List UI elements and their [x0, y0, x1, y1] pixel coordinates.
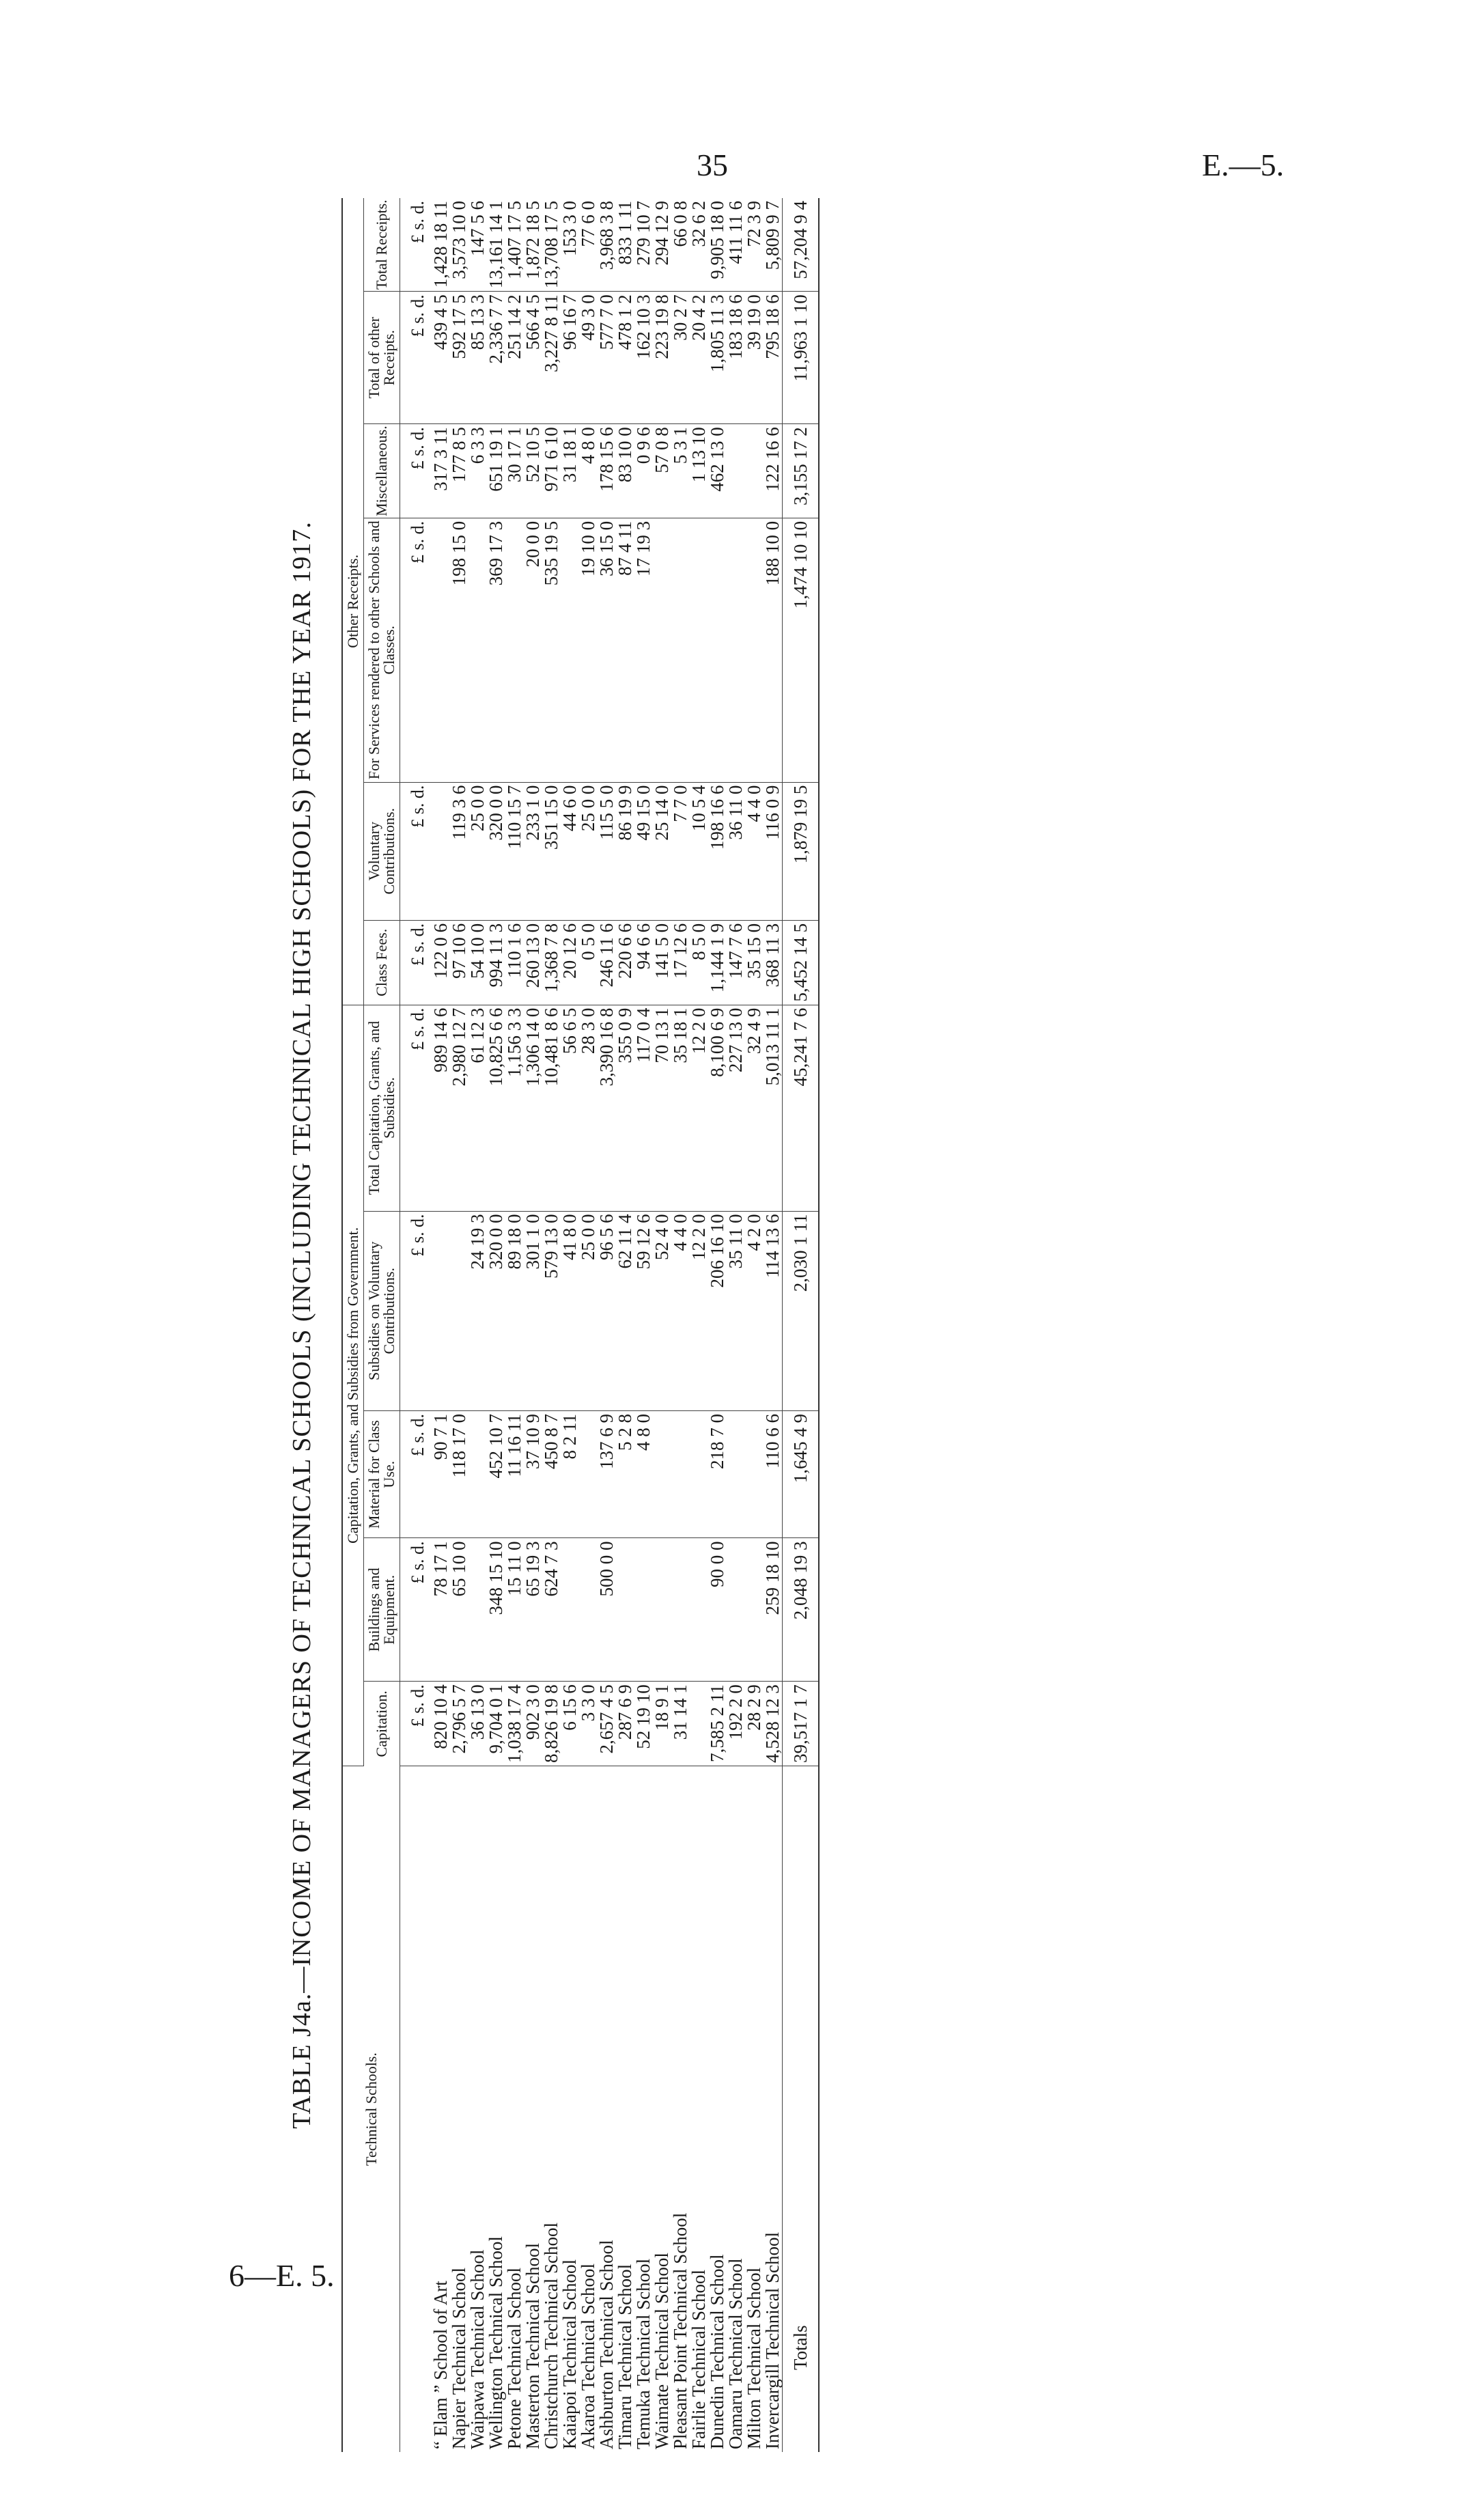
amount-cell-total-receipts: 147 5 6 [468, 198, 487, 292]
amount-cell-buildings [690, 1538, 708, 1682]
col-header-school: Technical Schools. [342, 1766, 400, 2453]
totals-row [783, 198, 820, 2452]
amount-cell-total-cap: 12 2 0 [690, 1005, 708, 1211]
amount-cell-voluntary: 320 0 0 [487, 782, 505, 920]
amount-cell-services: 369 17 3 [487, 518, 505, 782]
amount-cell-subsidies: 52 4 0 [653, 1211, 671, 1410]
unit-label: £ s. d. [400, 782, 432, 920]
amount-cell-material [653, 1411, 671, 1538]
amount-cell-misc: 462 13 0 [708, 424, 727, 518]
amount-cell-services: 20 0 0 [524, 518, 542, 782]
school-name-cell: Napier Technical School [449, 2267, 469, 2449]
page-number: 35 [697, 148, 728, 182]
amount-cell-class-fees: 94 6 6 [634, 920, 653, 1005]
unit-label: £ s. d. [400, 424, 432, 518]
amount-cell-subsidies: 579 13 0 [542, 1211, 561, 1410]
amount-cell-total-other: 162 10 3 [634, 292, 653, 424]
amount-cell-capitation: 52 19 10 [634, 1682, 653, 1766]
amount-cell-total-receipts: 32 6 2 [690, 198, 708, 292]
amount-cell-services [468, 518, 487, 782]
amount-cell-capitation: 1,038 17 4 [505, 1682, 524, 1766]
amount-cell-total-receipts: 66 0 8 [671, 198, 690, 292]
amount-cell-voluntary: 86 19 9 [616, 782, 634, 920]
amount-cell-capitation: 192 2 0 [727, 1682, 745, 1766]
table-row [598, 198, 616, 2452]
amount-cell-services: 87 4 11 [616, 518, 634, 782]
amount-cell-misc: 83 10 0 [616, 424, 634, 518]
amount-cell-subsidies: 24 19 3 [468, 1211, 487, 1410]
amount-cell-subsidies: 206 16 10 [708, 1211, 727, 1410]
unit-label: £ s. d. [400, 1538, 432, 1682]
amount-cell-class-fees: 147 7 6 [727, 920, 745, 1005]
amount-cell-misc: 5 3 1 [671, 424, 690, 518]
table-row [524, 198, 542, 2452]
amount-cell-services: 17 19 3 [634, 518, 653, 782]
table-title: TABLE J4a.—INCOME OF MANAGERS OF TECHNICAL SCHOOLS (INCLUDING TECHNICAL HIGH SCHOOLS) FOR THE YEAR 1917. [288, 521, 316, 2129]
total-cell-capitation: 39,517 1 7 [783, 1682, 820, 1766]
school-name-cell: Kaiapoi Technical School [559, 2259, 580, 2449]
amount-cell-services [690, 518, 708, 782]
school-name-cell: Oamaru Technical School [725, 2258, 746, 2449]
amount-cell-total-other: 3,227 8 11 [542, 292, 561, 424]
amount-cell-capitation: 31 14 1 [671, 1682, 690, 1766]
amount-cell-total-other: 439 4 5 [432, 292, 450, 424]
amount-cell-misc: 52 10 5 [524, 424, 542, 518]
amount-cell-material: 137 6 9 [598, 1411, 616, 1538]
amount-cell-buildings [616, 1538, 634, 1682]
amount-cell-total-other: 1,805 11 3 [708, 292, 727, 424]
col-header-total-cap: Total Capitation, Grants, and Subsidies. [364, 1005, 400, 1211]
amount-cell-total-other: 795 18 6 [764, 292, 783, 424]
amount-cell-misc: 317 3 11 [432, 424, 450, 518]
unit-label: £ s. d. [400, 1211, 432, 1410]
school-name-cell: Fairlie Technical School [688, 2269, 709, 2449]
amount-cell-misc: 971 6 10 [542, 424, 561, 518]
unit-label: £ s. d. [400, 920, 432, 1005]
amount-cell-misc: 0 9 6 [634, 424, 653, 518]
amount-cell-misc: 6 3 3 [468, 424, 487, 518]
amount-cell-capitation [690, 1682, 708, 1766]
table-row [432, 198, 450, 2452]
amount-cell-buildings [468, 1538, 487, 1682]
amount-cell-total-other: 566 4 5 [524, 292, 542, 424]
amount-cell-class-fees: 220 6 6 [616, 920, 634, 1005]
group-header-government: Capitation, Grants, and Subsidies from Government. [342, 1005, 364, 1766]
col-header-buildings: Buildings and Equipment. [364, 1538, 400, 1682]
amount-cell-total-cap: 32 4 9 [745, 1005, 764, 1211]
amount-cell-capitation: 902 3 0 [524, 1682, 542, 1766]
amount-cell-total-cap: 227 13 0 [727, 1005, 745, 1211]
table-row [579, 198, 598, 2452]
amount-cell-services: 36 15 0 [598, 518, 616, 782]
amount-cell-voluntary: 36 11 0 [727, 782, 745, 920]
amount-cell-total-receipts: 3,573 10 0 [450, 198, 468, 292]
amount-cell-misc: 30 17 1 [505, 424, 524, 518]
table-row [561, 198, 579, 2452]
col-header-capitation: Capitation. [364, 1682, 400, 1766]
amount-cell-misc [727, 424, 745, 518]
rotated-table-block [287, 198, 1427, 2452]
amount-cell-capitation: 287 6 9 [616, 1682, 634, 1766]
amount-cell-capitation: 6 15 6 [561, 1682, 579, 1766]
amount-cell-material: 8 2 11 [561, 1411, 579, 1538]
amount-cell-misc: 4 8 0 [579, 424, 598, 518]
amount-cell-total-receipts: 411 11 6 [727, 198, 745, 292]
units-row [400, 198, 432, 2452]
amount-cell-misc [745, 424, 764, 518]
amount-cell-total-cap: 3,390 16 8 [598, 1005, 616, 1211]
amount-cell-capitation: 28 2 9 [745, 1682, 764, 1766]
amount-cell-total-cap: 56 6 5 [561, 1005, 579, 1211]
col-header-total-receipts: Total Receipts. [364, 198, 400, 292]
amount-cell-buildings: 65 19 3 [524, 1538, 542, 1682]
amount-cell-capitation: 18 9 1 [653, 1682, 671, 1766]
amount-cell-services [561, 518, 579, 782]
amount-cell-voluntary: 49 15 0 [634, 782, 653, 920]
table-row [616, 198, 634, 2452]
amount-cell-class-fees: 1,144 1 9 [708, 920, 727, 1005]
amount-cell-class-fees: 141 5 0 [653, 920, 671, 1005]
amount-cell-subsidies: 12 2 0 [690, 1211, 708, 1410]
amount-cell-total-other: 30 2 7 [671, 292, 690, 424]
amount-cell-total-receipts: 833 1 11 [616, 198, 634, 292]
school-name-cell: Milton Technical School [744, 2267, 764, 2449]
amount-cell-total-receipts: 13,708 17 5 [542, 198, 561, 292]
amount-cell-misc: 651 19 1 [487, 424, 505, 518]
table-row [653, 198, 671, 2452]
amount-cell-misc: 57 0 8 [653, 424, 671, 518]
school-name-cell: Ashburton Technical School [596, 2240, 617, 2449]
amount-cell-buildings [671, 1538, 690, 1682]
amount-cell-class-fees: 368 11 3 [764, 920, 783, 1005]
amount-cell-voluntary: 110 15 7 [505, 782, 524, 920]
amount-cell-misc: 178 15 6 [598, 424, 616, 518]
amount-cell-buildings: 15 11 0 [505, 1538, 524, 1682]
amount-cell-material: 118 17 0 [450, 1411, 468, 1538]
amount-cell-total-other: 49 3 0 [579, 292, 598, 424]
amount-cell-total-other: 478 1 2 [616, 292, 634, 424]
amount-cell-capitation: 2,796 5 7 [450, 1682, 468, 1766]
table-row [745, 198, 764, 2452]
amount-cell-voluntary: 4 4 0 [745, 782, 764, 920]
amount-cell-total-cap: 70 13 1 [653, 1005, 671, 1211]
amount-cell-material: 90 7 1 [432, 1411, 450, 1538]
col-header-misc: Miscellaneous. [364, 424, 400, 518]
table-row [634, 198, 653, 2452]
total-cell-total-receipts: 57,204 9 4 [783, 198, 820, 292]
amount-cell-voluntary: 25 0 0 [579, 782, 598, 920]
amount-cell-total-other: 20 4 2 [690, 292, 708, 424]
amount-cell-total-other: 96 16 7 [561, 292, 579, 424]
amount-cell-total-other: 223 19 8 [653, 292, 671, 424]
total-cell-total-cap: 45,241 7 6 [783, 1005, 820, 1211]
amount-cell-subsidies: 301 1 0 [524, 1211, 542, 1410]
amount-cell-total-cap: 10,825 6 6 [487, 1005, 505, 1211]
amount-cell-subsidies: 25 0 0 [579, 1211, 598, 1410]
table-body [400, 198, 820, 2452]
amount-cell-services: 198 15 0 [450, 518, 468, 782]
amount-cell-total-receipts: 13,161 14 1 [487, 198, 505, 292]
amount-cell-subsidies: 4 2 0 [745, 1211, 764, 1410]
amount-cell-buildings [745, 1538, 764, 1682]
amount-cell-services [505, 518, 524, 782]
amount-cell-material: 5 2 8 [616, 1411, 634, 1538]
amount-cell-subsidies: 114 13 6 [764, 1211, 783, 1410]
amount-cell-total-receipts: 153 3 0 [561, 198, 579, 292]
table-row [727, 198, 745, 2452]
amount-cell-total-cap: 10,481 8 6 [542, 1005, 561, 1211]
amount-cell-voluntary: 7 7 0 [671, 782, 690, 920]
amount-cell-class-fees: 8 5 0 [690, 920, 708, 1005]
amount-cell-total-other: 2,336 7 7 [487, 292, 505, 424]
col-header-services: For Services rendered to other Schools and Classes. [364, 518, 400, 782]
amount-cell-class-fees: 0 5 0 [579, 920, 598, 1005]
school-name-cell: Christchurch Technical School [541, 2222, 561, 2449]
group-header-other: Other Receipts. [342, 198, 364, 1005]
amount-cell-total-cap: 5,013 11 1 [764, 1005, 783, 1211]
school-name-cell: Temuka Technical School [633, 2258, 654, 2449]
amount-cell-voluntary: 233 1 0 [524, 782, 542, 920]
table-row [542, 198, 561, 2452]
amount-cell-voluntary: 119 3 6 [450, 782, 468, 920]
amount-cell-capitation: 820 10 4 [432, 1682, 450, 1766]
amount-cell-subsidies: 41 8 0 [561, 1211, 579, 1410]
amount-cell-capitation: 3 3 0 [579, 1682, 598, 1766]
total-cell-total-other: 11,963 1 10 [783, 292, 820, 424]
amount-cell-total-other: 577 7 0 [598, 292, 616, 424]
table-row [450, 198, 468, 2452]
amount-cell-total-receipts: 5,809 9 7 [764, 198, 783, 292]
amount-cell-total-other: 39 19 0 [745, 292, 764, 424]
amount-cell-capitation: 9,704 0 1 [487, 1682, 505, 1766]
amount-cell-total-cap: 35 18 1 [671, 1005, 690, 1211]
school-name-cell: Petone Technical School [504, 2267, 524, 2449]
amount-cell-misc: 31 18 1 [561, 424, 579, 518]
amount-cell-services [432, 518, 450, 782]
total-cell-voluntary: 1,879 19 5 [783, 782, 820, 920]
amount-cell-capitation: 36 13 0 [468, 1682, 487, 1766]
table-row [468, 198, 487, 2452]
amount-cell-total-cap: 1,156 3 3 [505, 1005, 524, 1211]
unit-label: £ s. d. [400, 1682, 432, 1766]
unit-label: £ s. d. [400, 518, 432, 782]
amount-cell-voluntary: 115 5 0 [598, 782, 616, 920]
amount-cell-total-cap: 355 0 9 [616, 1005, 634, 1211]
amount-cell-services [708, 518, 727, 782]
amount-cell-buildings: 65 10 0 [450, 1538, 468, 1682]
amount-cell-capitation: 8,826 19 8 [542, 1682, 561, 1766]
table-row [505, 198, 524, 2452]
amount-cell-class-fees: 97 10 6 [450, 920, 468, 1005]
amount-cell-voluntary: 116 0 9 [764, 782, 783, 920]
amount-cell-total-other: 592 17 5 [450, 292, 468, 424]
amount-cell-total-receipts: 294 12 9 [653, 198, 671, 292]
total-cell-misc: 3,155 17 2 [783, 424, 820, 518]
amount-cell-buildings [634, 1538, 653, 1682]
unit-label: £ s. d. [400, 1005, 432, 1211]
amount-cell-total-receipts: 9,905 18 0 [708, 198, 727, 292]
amount-cell-total-receipts: 1,407 17 5 [505, 198, 524, 292]
amount-cell-voluntary: 10 5 4 [690, 782, 708, 920]
amount-cell-subsidies [432, 1211, 450, 1410]
amount-cell-subsidies: 320 0 0 [487, 1211, 505, 1410]
school-name-cell: Wellington Technical School [486, 2236, 506, 2449]
amount-cell-total-cap: 1,306 14 0 [524, 1005, 542, 1211]
amount-cell-material: 4 8 0 [634, 1411, 653, 1538]
col-header-total-other: Total of other Receipts. [364, 292, 400, 424]
amount-cell-buildings: 500 0 0 [598, 1538, 616, 1682]
amount-cell-material [727, 1411, 745, 1538]
amount-cell-misc: 122 16 6 [764, 424, 783, 518]
unit-label: £ s. d. [400, 198, 432, 292]
amount-cell-capitation: 7,585 2 11 [708, 1682, 727, 1766]
school-name-cell: Waimate Technical School [652, 2253, 672, 2449]
amount-cell-voluntary: 44 6 0 [561, 782, 579, 920]
school-name-cell: Timaru Technical School [615, 2264, 635, 2449]
amount-cell-total-cap: 28 3 0 [579, 1005, 598, 1211]
amount-cell-total-other: 183 18 6 [727, 292, 745, 424]
amount-cell-total-receipts: 1,428 18 11 [432, 198, 450, 292]
amount-cell-material [671, 1411, 690, 1538]
amount-cell-voluntary: 25 0 0 [468, 782, 487, 920]
amount-cell-subsidies: 4 4 0 [671, 1211, 690, 1410]
total-cell-buildings: 2,048 19 3 [783, 1538, 820, 1682]
income-table [341, 198, 820, 2452]
amount-cell-total-receipts: 72 3 9 [745, 198, 764, 292]
amount-cell-class-fees: 1,368 7 8 [542, 920, 561, 1005]
table-row [764, 198, 783, 2452]
amount-cell-material: 452 10 7 [487, 1411, 505, 1538]
total-cell-class-fees: 5,452 14 5 [783, 920, 820, 1005]
amount-cell-services [671, 518, 690, 782]
amount-cell-buildings [653, 1538, 671, 1682]
amount-cell-total-cap: 989 14 6 [432, 1005, 450, 1211]
totals-label: Totals [783, 1766, 820, 2453]
amount-cell-services: 188 10 0 [764, 518, 783, 782]
col-header-material: Material for Class Use. [364, 1411, 400, 1538]
total-cell-subsidies: 2,030 1 11 [783, 1211, 820, 1410]
amount-cell-class-fees: 35 15 0 [745, 920, 764, 1005]
school-name-cell: “ Elam ” School of Art [430, 2281, 451, 2449]
amount-cell-class-fees: 246 11 6 [598, 920, 616, 1005]
amount-cell-total-receipts: 1,872 18 5 [524, 198, 542, 292]
total-cell-services: 1,474 10 10 [783, 518, 820, 782]
amount-cell-capitation: 4,528 12 3 [764, 1682, 783, 1766]
amount-cell-misc: 177 8 5 [450, 424, 468, 518]
amount-cell-buildings: 348 15 10 [487, 1538, 505, 1682]
col-header-class-fees: Class Fees. [364, 920, 400, 1005]
amount-cell-total-cap: 61 12 3 [468, 1005, 487, 1211]
school-name-cell: Invercargill Technical School [762, 2231, 783, 2449]
amount-cell-buildings [727, 1538, 745, 1682]
amount-cell-services [727, 518, 745, 782]
amount-cell-buildings [561, 1538, 579, 1682]
amount-cell-buildings [579, 1538, 598, 1682]
amount-cell-total-receipts: 77 6 0 [579, 198, 598, 292]
amount-cell-material: 110 6 6 [764, 1411, 783, 1538]
amount-cell-services [745, 518, 764, 782]
amount-cell-subsidies: 35 11 0 [727, 1211, 745, 1410]
amount-cell-buildings: 90 0 0 [708, 1538, 727, 1682]
amount-cell-subsidies: 59 12 6 [634, 1211, 653, 1410]
amount-cell-total-receipts: 279 10 7 [634, 198, 653, 292]
amount-cell-total-cap: 8,100 6 9 [708, 1005, 727, 1211]
amount-cell-class-fees: 122 0 6 [432, 920, 450, 1005]
amount-cell-class-fees: 17 12 6 [671, 920, 690, 1005]
school-name-cell: Masterton Technical School [522, 2242, 543, 2449]
amount-cell-material [745, 1411, 764, 1538]
amount-cell-class-fees: 994 11 3 [487, 920, 505, 1005]
amount-cell-services: 19 10 0 [579, 518, 598, 782]
school-name-cell: Waipawa Technical School [467, 2249, 488, 2449]
table-row [690, 198, 708, 2452]
amount-cell-voluntary: 25 14 0 [653, 782, 671, 920]
col-header-voluntary: Voluntary Contributions. [364, 782, 400, 920]
amount-cell-total-other: 85 13 3 [468, 292, 487, 424]
amount-cell-class-fees: 260 13 0 [524, 920, 542, 1005]
amount-cell-subsidies: 89 18 0 [505, 1211, 524, 1410]
amount-cell-subsidies: 62 11 4 [616, 1211, 634, 1410]
amount-cell-material [690, 1411, 708, 1538]
amount-cell-misc: 1 13 10 [690, 424, 708, 518]
table-row [708, 198, 727, 2452]
col-header-subsidies: Subsidies on Voluntary Contributions. [364, 1211, 400, 1410]
school-name-cell: Dunedin Technical School [707, 2254, 727, 2449]
unit-label: £ s. d. [400, 1411, 432, 1538]
amount-cell-voluntary: 351 15 0 [542, 782, 561, 920]
school-name-cell: Pleasant Point Technical School [670, 2212, 690, 2449]
amount-cell-class-fees: 54 10 0 [468, 920, 487, 1005]
amount-cell-total-receipts: 3,968 3 8 [598, 198, 616, 292]
amount-cell-capitation: 2,657 4 5 [598, 1682, 616, 1766]
amount-cell-subsidies: 96 5 6 [598, 1211, 616, 1410]
amount-cell-total-cap: 117 0 4 [634, 1005, 653, 1211]
amount-cell-material: 218 7 0 [708, 1411, 727, 1538]
amount-cell-services: 535 19 5 [542, 518, 561, 782]
amount-cell-material: 37 10 9 [524, 1411, 542, 1538]
amount-cell-buildings: 78 17 1 [432, 1538, 450, 1682]
amount-cell-total-other: 251 14 2 [505, 292, 524, 424]
sheet-reference: 6—E. 5. [229, 2258, 335, 2293]
table-row [671, 198, 690, 2452]
amount-cell-services [653, 518, 671, 782]
amount-cell-material [579, 1411, 598, 1538]
amount-cell-total-cap: 2,980 12 7 [450, 1005, 468, 1211]
amount-cell-buildings: 624 7 3 [542, 1538, 561, 1682]
amount-cell-buildings: 259 18 10 [764, 1538, 783, 1682]
table-row [487, 198, 505, 2452]
document-reference: E.—5. [1202, 148, 1285, 182]
amount-cell-material: 11 16 11 [505, 1411, 524, 1538]
amount-cell-class-fees: 20 12 6 [561, 920, 579, 1005]
amount-cell-material: 450 8 7 [542, 1411, 561, 1538]
amount-cell-voluntary [432, 782, 450, 920]
amount-cell-voluntary: 198 16 6 [708, 782, 727, 920]
amount-cell-class-fees: 110 1 6 [505, 920, 524, 1005]
unit-label: £ s. d. [400, 292, 432, 424]
amount-cell-subsidies [450, 1211, 468, 1410]
amount-cell-material [468, 1411, 487, 1538]
total-cell-material: 1,645 4 9 [783, 1411, 820, 1538]
school-name-cell: Akaroa Technical School [578, 2263, 598, 2449]
